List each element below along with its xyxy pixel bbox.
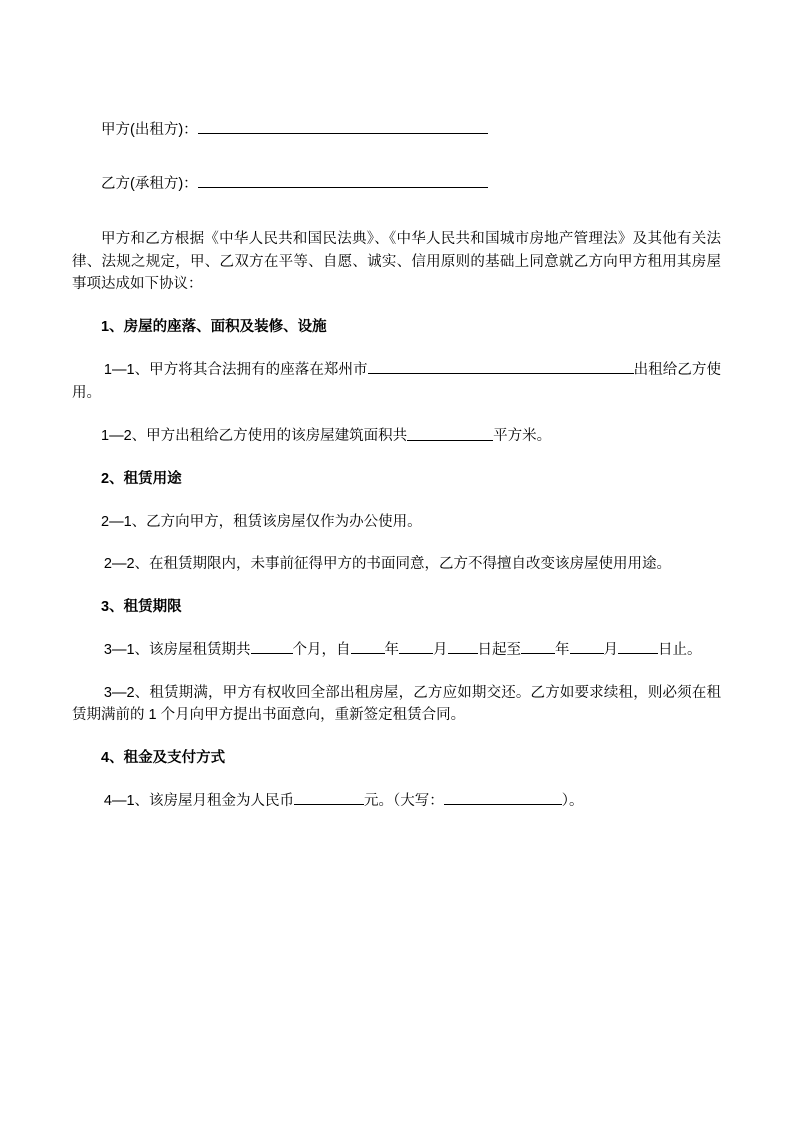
- clause-3-1: [72, 638, 721, 662]
- preamble-paragraph: 甲方和乙方根据《中华人民共和国民法典》、《中华人民共和国城市房地产管理法》及其他有关法律、法规之规定，甲、乙双方在平等、自愿、诚实、信用原则的基础上同意就乙方向甲方租用其房屋事项达成如下协议：: [72, 231, 721, 293]
- clause-4-1: [72, 789, 721, 813]
- clause-1-1-text: 1—1、甲方将其合法拥有的座落在郑州市: [103, 362, 368, 379]
- clause-4-1-text-3: ）。: [561, 793, 584, 810]
- clause-3-1-blank-start-month[interactable]: [399, 638, 433, 654]
- document-body: [72, 118, 721, 813]
- section-heading-2: 2、租赁用途: [101, 471, 182, 488]
- clause-1-2-text-end: 平方米。: [493, 428, 552, 445]
- clause-3-1-text-8: 日止。: [658, 642, 702, 659]
- clause-3-1-blank-start-day[interactable]: [448, 638, 478, 654]
- clause-3-2: 3—2、租赁期满，甲方有权收回全部出租房屋，乙方应如期交还。乙方如要求续租，则必须在租赁期满前的 1 个月向甲方提出书面意向，重新签定租赁合同。: [72, 684, 721, 724]
- clause-4-1-text-1: 4—1、该房屋月租金为人民币: [103, 793, 295, 810]
- party-line-landlord: [72, 118, 721, 142]
- clause-3-1-text-6: 年: [555, 642, 570, 659]
- clause-3-1-text-7: 月: [603, 642, 619, 659]
- clause-3-1-blank-end-month[interactable]: [570, 638, 604, 654]
- clause-1-1: [72, 358, 721, 404]
- clause-2-2: 2—2、在租赁期限内，未事前征得甲方的书面同意，乙方不得擅自改变该房屋使用用途。: [103, 556, 672, 573]
- clause-3-1-text-4: 月: [433, 642, 448, 659]
- section-heading-4: 4、租金及支付方式: [101, 749, 226, 766]
- clause-3-1-blank-end-year[interactable]: [521, 638, 555, 654]
- clause-3-1-text-3: 年: [384, 642, 400, 659]
- clause-3-1-blank-end-day-a[interactable]: [618, 638, 644, 654]
- clause-4-1-blank-rent-words[interactable]: [444, 789, 562, 805]
- section-heading-3: 3、租赁期限: [101, 598, 182, 615]
- clause-4-1-blank-rent[interactable]: [294, 789, 364, 805]
- party-label-landlord: 甲方(出租方)：: [101, 122, 198, 139]
- clause-1-1-blank-1[interactable]: [368, 358, 606, 374]
- section-heading-1: 1、房屋的座落、面积及装修、设施: [101, 318, 327, 335]
- clause-3-1-text-5: 日起至: [477, 642, 522, 659]
- clause-4-1-text-2: 元。（大写：: [364, 793, 444, 810]
- clause-3-1-text-1: 3—1、该房屋租赁期共: [103, 642, 251, 659]
- clause-1-2-text: 1—2、甲方出租给乙方使用的该房屋建筑面积共: [101, 428, 408, 445]
- clause-3-1-blank-end-day-b[interactable]: [644, 638, 658, 654]
- clause-1-1-blank-2[interactable]: [606, 358, 634, 374]
- party-line-tenant: [72, 172, 721, 196]
- clause-3-1-blank-months[interactable]: [251, 638, 293, 654]
- clause-3-1-blank-start-year[interactable]: [351, 638, 385, 654]
- clause-1-1-text-end: 出租给乙方使用。: [72, 362, 721, 401]
- party-label-tenant: 乙方(承租方)：: [101, 175, 198, 192]
- party-blank-tenant[interactable]: [198, 172, 488, 188]
- clause-2-1: 2—1、乙方向甲方，租赁该房屋仅作为办公使用。: [101, 513, 422, 530]
- clause-1-2: [72, 424, 721, 448]
- clause-1-2-blank-area[interactable]: [407, 424, 493, 440]
- party-blank-landlord[interactable]: [198, 118, 488, 134]
- clause-3-1-text-2: 个月，自: [292, 642, 351, 659]
